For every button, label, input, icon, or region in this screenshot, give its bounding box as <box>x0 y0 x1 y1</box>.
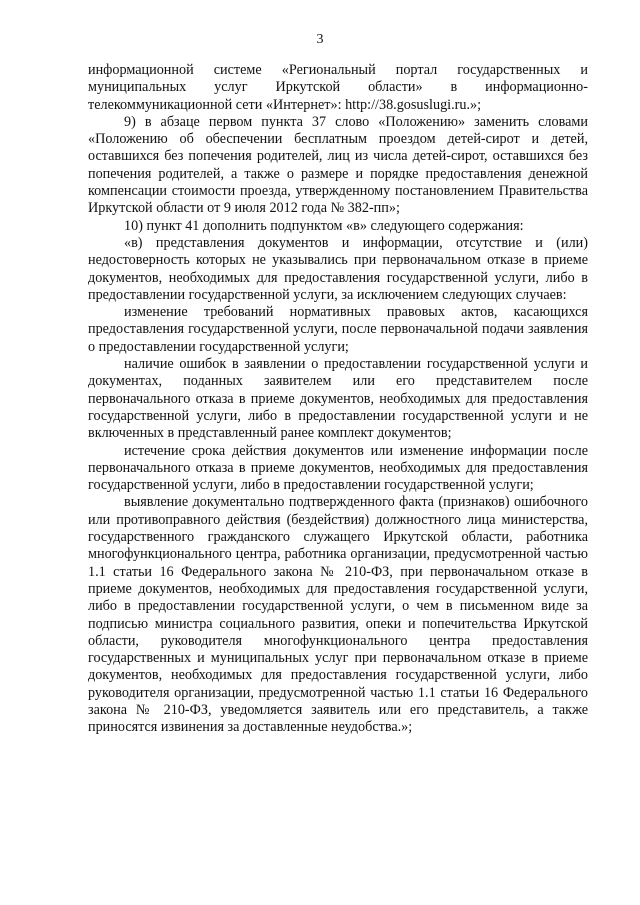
paragraph-exception-1: изменение требований нормативных правовых актов, касающихся предоставления государственной услуги, после первоначальной подачи заявления о предоставлении государственной услуги; <box>88 304 588 355</box>
paragraph-exception-4: выявление документально подтвержденного факта (признаков) ошибочного или противоправного действия (бездействия) должностного лица министерства, государственного гражданского служащего Иркутской области, работника многофункционального центра, работника организации, предусмотренной частью 1.1 статьи 16 Федерального закона № 210-ФЗ, при первоначальном отказе в приеме документов, необходимых для предоставления государственной услуги, либо в предоставлении государственной услуги, о чем в письменном виде за подписью министра социального развития, опеки и попечительства Иркутской области, руководителя многофункционального центра предоставления государственных и муниципальных услуг при первоначальном отказе в приеме документов, необходимых для предоставления государственной услуги, либо руководителя организации, предусмотренной частью 1.1 статьи 16 Федерального закона № 210-ФЗ, уведомляется заявитель или его представитель, а также приносятся извинения за доставленные неудобства.»; <box>88 494 588 736</box>
page-number: 3 <box>316 32 324 47</box>
paragraph-item-9: 9) в абзаце первом пункта 37 слово «Положению» заменить словами «Положению об обеспечении бесплатным проездом детей-сирот и детей, оставшихся без попечения родителей, лиц из числа детей-сирот, оставшихся без попечения родителей, а также о размере и порядке предоставления денежной компенсации стоимости проезда, утвержденному постановлением Правительства Иркутской области от 9 июля 2012 года № 382-пп»; <box>88 113 588 217</box>
paragraph-subitem-v: «в) представления документов и информации, отсутствие и (или) недостоверность которых не указывались при первоначальном отказе в приеме документов, необходимых для предоставления государственной услуги, либо в предоставлении государственной услуги, за исключением следующих случаев: <box>88 234 588 303</box>
paragraph-exception-2: наличие ошибок в заявлении о предоставлении государственной услуги и документах, поданных заявителем или его представителем после первоначального отказа в приеме документов, необходимых для предоставления государственной услуги, либо в предоставлении государственной услуги и не включенных в представленный ранее комплект документов; <box>88 356 588 442</box>
paragraph-item-10: 10) пункт 41 дополнить подпунктом «в» следующего содержания: <box>124 217 524 234</box>
paragraph-portal-continuation: информационной системе «Региональный портал государственных и муниципальных услуг Иркутской области» в информационно-телекоммуникационной сети «Интернет»: http://38.gosuslugi.ru.»; <box>88 62 588 113</box>
document-body <box>88 62 588 737</box>
paragraph-exception-3: истечение срока действия документов или изменение информации после первоначального отказа в приеме документов, необходимых для предоставления государственной услуги, либо в предоставлении государственной услуги; <box>88 442 588 494</box>
